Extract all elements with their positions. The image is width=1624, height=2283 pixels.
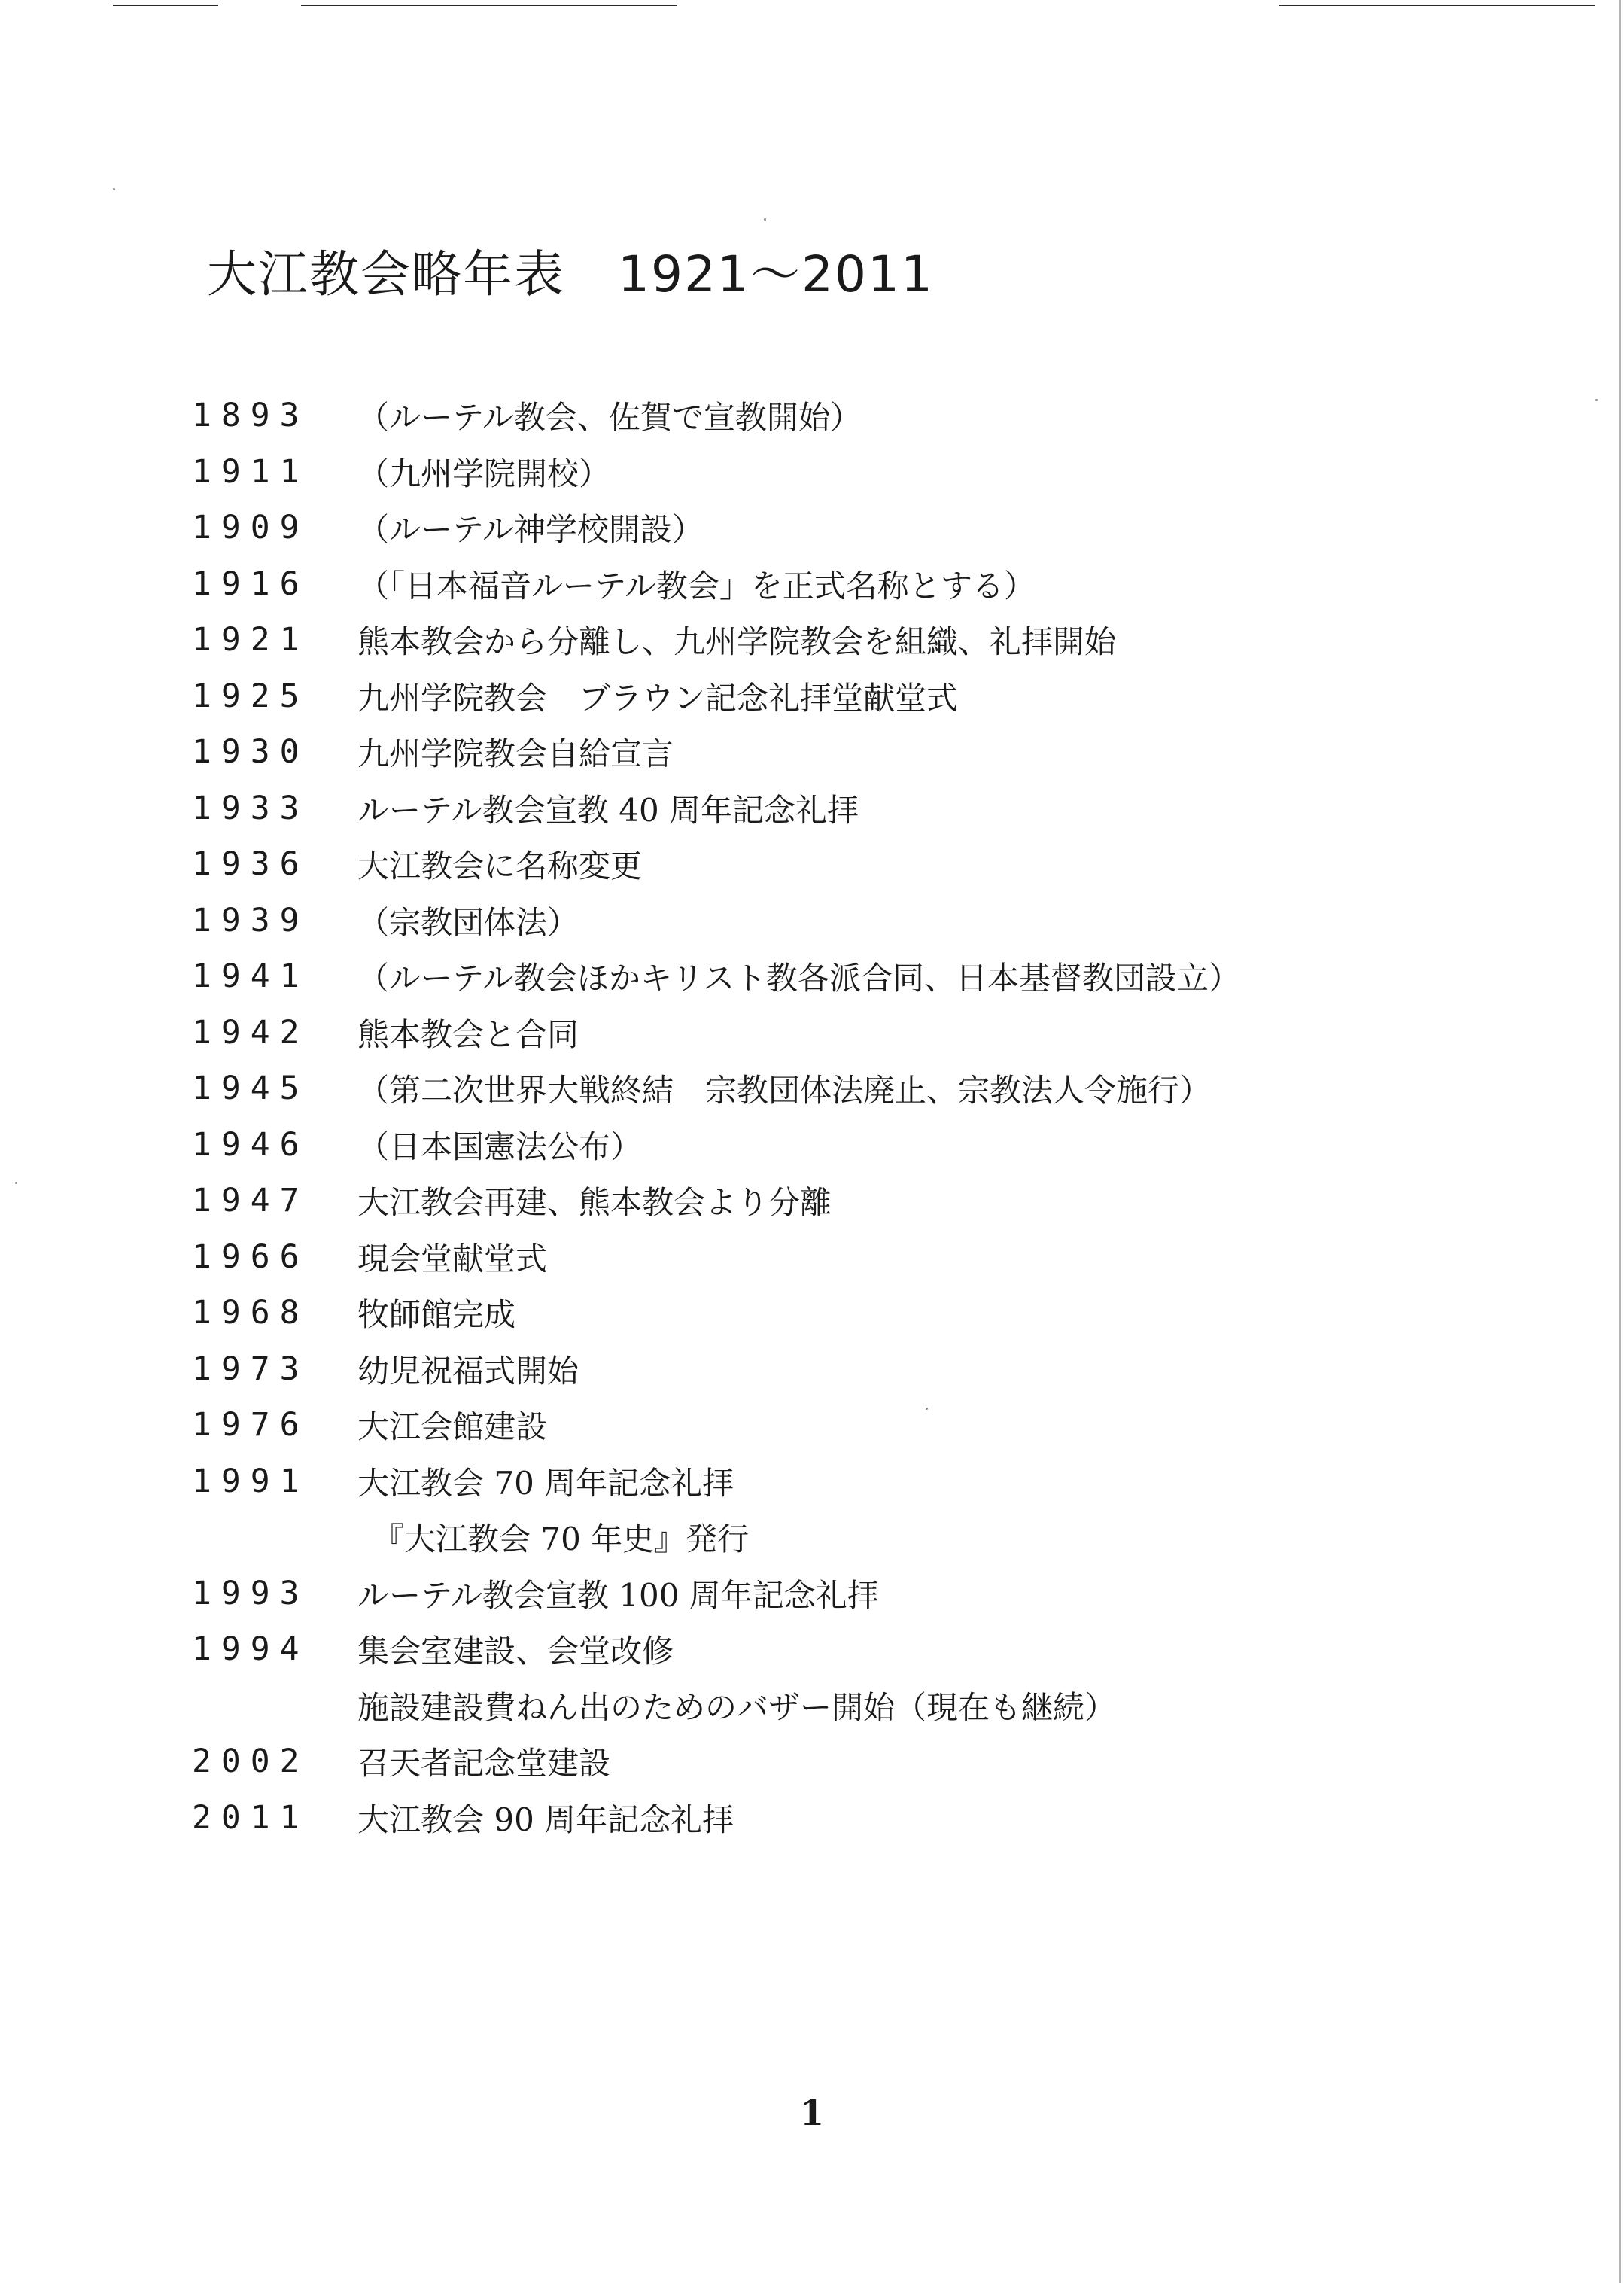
timeline-year: 1991 <box>192 1462 309 1500</box>
timeline-event: 大江教会 70 周年記念礼拝 <box>357 1464 734 1502</box>
timeline-event: （第二次世界大戦終結 宗教団体法廃止、宗教法人令施行） <box>357 1072 1212 1110</box>
timeline-row <box>192 836 1240 893</box>
timeline-year: 1968 <box>192 1294 309 1332</box>
scan-speck <box>113 188 115 190</box>
timeline-event: 熊本教会から分離し、九州学院教会を組織、礼拝開始 <box>357 623 1117 661</box>
timeline-year: 1947 <box>192 1182 309 1220</box>
timeline-event: （ルーテル教会ほかキリスト教各派合同、日本基督教団設立） <box>357 960 1241 997</box>
timeline-event: 九州学院教会 ブラウン記念礼拝堂献堂式 <box>357 679 959 717</box>
timeline-row <box>192 1285 1240 1341</box>
scan-edge-line <box>1279 5 1595 6</box>
timeline-event: 現会堂献堂式 <box>357 1240 548 1277</box>
timeline-year: 1939 <box>192 901 309 939</box>
timeline-year: 1911 <box>192 452 309 491</box>
timeline-year: 1893 <box>192 397 309 435</box>
timeline-row <box>192 1005 1240 1061</box>
timeline-row <box>192 781 1240 837</box>
scan-edge-line <box>1619 0 1621 2283</box>
timeline-row <box>192 1061 1240 1117</box>
timeline-event: 集会室建設、会堂改修 <box>357 1633 674 1670</box>
timeline-event: 召天者記念堂建設 <box>357 1745 611 1782</box>
timeline-row <box>192 612 1240 668</box>
timeline-row <box>192 444 1240 501</box>
timeline-event: （宗教団体法） <box>357 903 579 941</box>
timeline-row <box>192 1454 1240 1510</box>
title-year-range: 1921～2011 <box>618 245 934 303</box>
title-text: 大江教会略年表 <box>207 245 565 303</box>
scan-speck <box>1595 399 1598 401</box>
timeline-row <box>192 668 1240 725</box>
timeline-row <box>192 1229 1240 1286</box>
timeline-event: （九州学院開校） <box>357 455 611 492</box>
timeline-year: 1973 <box>192 1350 309 1388</box>
timeline-row <box>192 1734 1240 1790</box>
timeline-year: 2002 <box>192 1743 309 1781</box>
timeline-year: 1993 <box>192 1574 309 1612</box>
timeline-row <box>192 724 1240 781</box>
timeline-year: 1946 <box>192 1125 309 1164</box>
timeline-row <box>192 556 1240 613</box>
scan-speck <box>15 1182 17 1184</box>
timeline-year: 1916 <box>192 565 309 603</box>
timeline-event: 施設建設費ねん出のためのバザー開始（現在も継続） <box>357 1688 1117 1726</box>
timeline-event: 大江会館建設 <box>357 1408 548 1446</box>
timeline-event: ルーテル教会宣教 40 周年記念礼拝 <box>357 791 859 829</box>
timeline-event: 牧師館完成 <box>357 1296 516 1334</box>
timeline-year: 1941 <box>192 957 309 996</box>
timeline-event: （日本国憲法公布） <box>357 1128 643 1165</box>
timeline-year: 1966 <box>192 1237 309 1276</box>
timeline-event: 大江教会 90 周年記念礼拝 <box>357 1801 734 1838</box>
timeline-year: 1936 <box>192 845 309 884</box>
timeline-row <box>192 948 1240 1005</box>
timeline-year: 1942 <box>192 1013 309 1052</box>
timeline-event: 大江教会に名称変更 <box>357 848 643 885</box>
timeline-event: 大江教会再建、熊本教会より分離 <box>357 1184 832 1222</box>
scan-edge-line <box>113 5 218 6</box>
timeline-row <box>192 1341 1240 1398</box>
timeline-row <box>192 893 1240 949</box>
timeline-row <box>192 1678 1240 1734</box>
timeline-row <box>192 500 1240 556</box>
timeline-event: （「日本福音ルーテル教会」を正式名称とする） <box>357 567 1036 604</box>
timeline-row <box>192 1790 1240 1846</box>
timeline-year: 1945 <box>192 1070 309 1108</box>
timeline-event: 熊本教会と合同 <box>357 1015 579 1053</box>
page-number: 1 <box>799 2093 824 2133</box>
timeline-row <box>192 1509 1240 1566</box>
page-title <box>207 241 934 309</box>
timeline-year: 2011 <box>192 1798 309 1837</box>
timeline-year: 1930 <box>192 733 309 772</box>
timeline-event: （ルーテル神学校開設） <box>357 511 704 549</box>
timeline-row <box>192 1173 1240 1229</box>
timeline-year: 1925 <box>192 677 309 715</box>
timeline-year: 1921 <box>192 621 309 659</box>
timeline-year: 1909 <box>192 509 309 547</box>
timeline-event: （ルーテル教会、佐賀で宣教開始） <box>357 399 862 437</box>
timeline-row <box>192 1566 1240 1622</box>
timeline-year: 1933 <box>192 789 309 827</box>
timeline-event: 『大江教会 70 年史』発行 <box>373 1520 750 1558</box>
timeline-event: 幼児祝福式開始 <box>357 1352 579 1390</box>
timeline-year: 1994 <box>192 1630 309 1669</box>
timeline-row <box>192 1621 1240 1678</box>
timeline-event: 九州学院教会自給宣言 <box>357 735 674 773</box>
timeline <box>192 388 1240 1846</box>
scan-speck <box>764 218 766 221</box>
timeline-row <box>192 1117 1240 1173</box>
scan-edge-line <box>301 5 677 6</box>
timeline-row <box>192 1397 1240 1454</box>
timeline-event: ルーテル教会宣教 100 周年記念礼拝 <box>357 1576 879 1614</box>
timeline-row <box>192 388 1240 444</box>
timeline-year: 1976 <box>192 1406 309 1444</box>
